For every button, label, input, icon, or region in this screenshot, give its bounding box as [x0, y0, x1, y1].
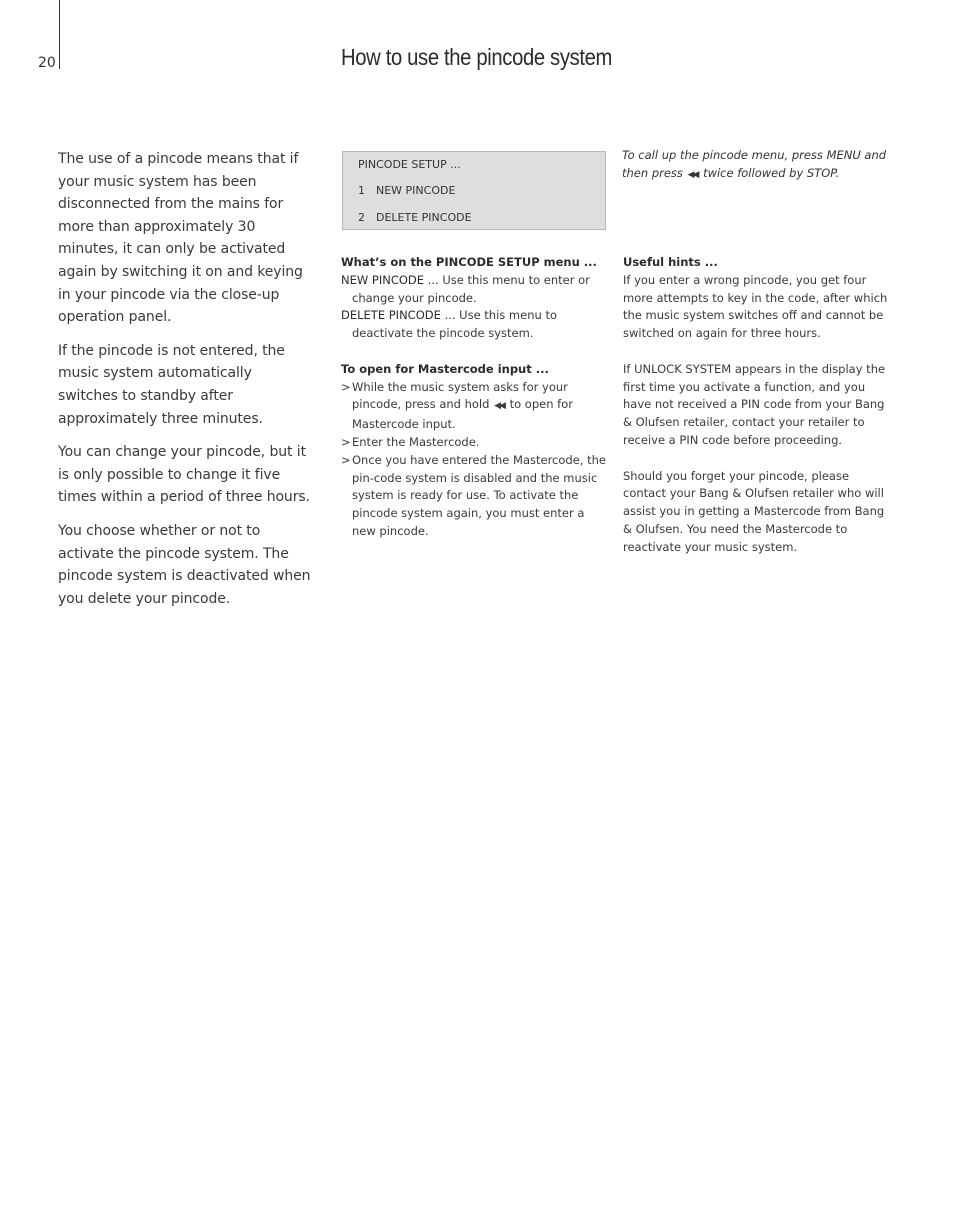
menu-item-label: DELETE PINCODE: [376, 211, 472, 224]
menu-item-delete-pincode: [358, 211, 472, 224]
menu-item-new-pincode: [358, 184, 455, 197]
page-number: 20: [38, 55, 56, 71]
menu-entry-description: [341, 307, 611, 343]
rewind-icon: ◀◀: [687, 170, 698, 180]
page-title: How to use the pincode system: [341, 44, 613, 70]
note-text: To call up the pincode menu, press MENU and then press: [622, 148, 887, 180]
step-text: Enter the Mastercode.: [352, 434, 480, 449]
hint-paragraph: If UNLOCK SYSTEM appears in the display the first time you activate a function, and you have not received a PIN code from your Bang & Olufsen retailer, contact your retailer to receive a PIN code before proceeding.: [623, 361, 886, 447]
hint-paragraph: Should you forget your pincode, please contact your Bang & Olufsen retailer who will assist you in getting a Mastercode from Bang & Olufsen. You need the Mastercode to reactivate your music system.: [623, 468, 885, 554]
section-heading: Useful hints ...: [623, 255, 718, 269]
step-marker: >: [341, 434, 351, 449]
entry-term: NEW PINCODE ...: [341, 272, 439, 287]
step-marker: >: [341, 379, 351, 394]
menu-explanation-column: [341, 254, 611, 541]
entry-text: Use this menu to deactivate the pincode system.: [352, 308, 557, 341]
step-text: While the music system asks for your pincode, press and hold: [352, 379, 568, 412]
note-text: twice followed by STOP.: [703, 166, 840, 180]
menu-item-label: NEW PINCODE: [376, 184, 456, 197]
instruction-step: [341, 379, 611, 434]
hint-paragraph: If you enter a wrong pincode, you get four more attempts to key in the code, after which the music system switches off and cannot be switched on again for three hours.: [623, 272, 888, 341]
menu-title: PINCODE SETUP ...: [358, 158, 461, 171]
step-text: to open for Mastercode input.: [352, 397, 573, 432]
page-margin-rule: [59, 0, 60, 69]
section-heading: To open for Mastercode input ...: [341, 361, 549, 376]
intro-paragraph: You can change your pincode, but it is only possible to change it five times within a period of three hours.: [58, 444, 310, 506]
instruction-step: [341, 452, 611, 541]
menu-item-number: 2: [358, 211, 365, 224]
useful-hints-column: [623, 254, 895, 557]
rewind-icon: ◀◀: [494, 401, 504, 412]
intro-paragraph: If the pincode is not entered, the music system automatically switches to standby after approximately three minutes.: [58, 342, 285, 427]
intro-paragraph: The use of a pincode means that if your music system has been disconnected from the mains for more than approximately 30 minutes, it can only be activated again by switching it on and keying in your pincode via the close-up operation panel.: [58, 151, 303, 326]
pincode-setup-menu: [342, 151, 606, 230]
step-text: Once you have entered the Mastercode, the pin-code system is disabled and the music system is ready for use. To activate the pincode system again, you must enter a new pincode.: [352, 452, 606, 538]
intro-paragraph: You choose whether or not to activate the pincode system. The pincode system is deactivated when you delete your pincode.: [58, 522, 311, 607]
intro-text: [58, 148, 314, 621]
entry-text: Use this menu to enter or change your pincode.: [352, 272, 590, 305]
entry-term: DELETE PINCODE ...: [341, 308, 456, 323]
menu-instruction-note: [622, 146, 892, 184]
menu-item-number: 1: [358, 184, 365, 197]
menu-entry-description: [341, 272, 611, 308]
instruction-step: [341, 434, 611, 452]
step-marker: >: [341, 452, 351, 467]
section-heading: What’s on the PINCODE SETUP menu ...: [341, 255, 597, 269]
